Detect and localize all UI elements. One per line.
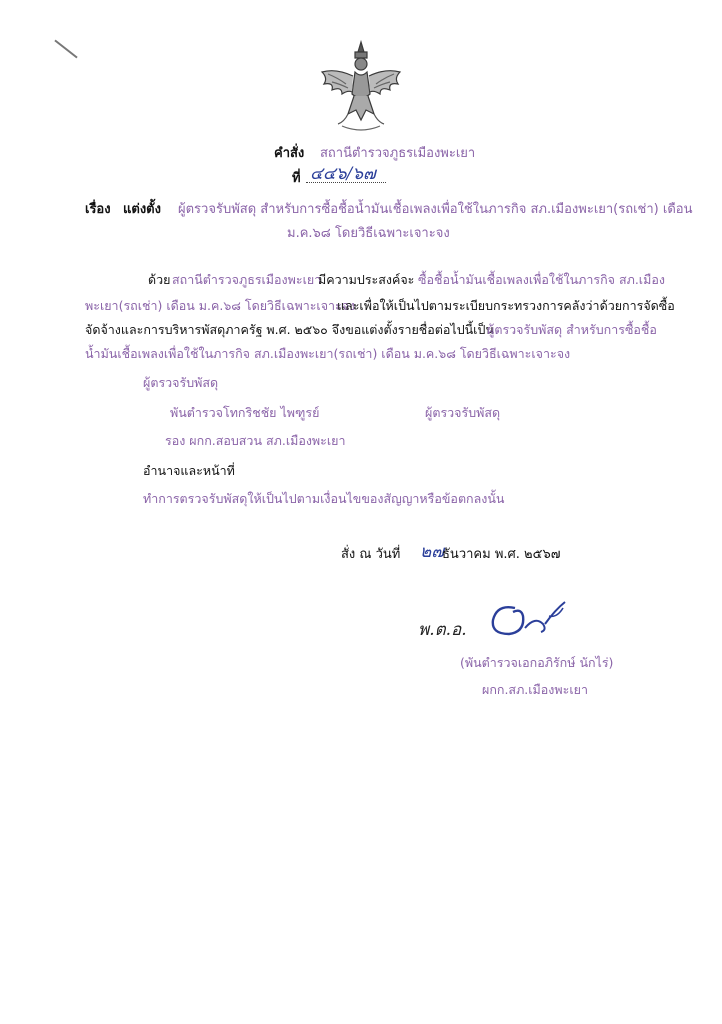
agency-name: สถานีตำรวจภูธรเมืองพะเยา [320,146,476,161]
date-label: สั่ง ณ วันที่ [341,547,401,562]
signature-scribble [485,594,577,642]
member-position: รอง ผกก.สอบสวน สภ.เมืองพะเยา [165,433,346,448]
body-committee-title: ผู้ตรวจรับพัสดุ สำหรับการซื้อชื้อ [487,322,657,337]
subject-line-2: ม.ค.๖๘ โดยวิธีเฉพาะเจาะจง [287,226,450,241]
member-role: ผู้ตรวจรับพัสดุ [425,405,501,420]
order-label: คำสั่ง [274,146,305,161]
order-number-handwritten: ๔๔๖/๖๗ [310,164,376,184]
order-number-label: ที่ [292,171,301,186]
body-committee-title-cont: น้ำมันเชื้อเพลงเพื่อใช้ในภารกิจ สภ.เมืองพะเยา(รถเช่า) เดือน ม.ค.๖๘ โดยวิธีเฉพาะเจาะจง [85,346,571,361]
signer-name: (พันตำรวจเอกอภิรักษ์ นักไร่) [460,655,614,670]
body-purpose-text-cont: พะเยา(รถเช่า) เดือน ม.ค.๖๘ โดยวิธีเฉพาะเจาะจง [85,298,356,313]
body-intro: ด้วย [148,272,171,287]
rank-handwritten: พ.ต.อ. [418,620,467,640]
scan-artifact-mark [54,40,77,59]
subject-line-1: ผู้ตรวจรับพัสดุ สำหรับการซื้อชื้อน้ำมันเชื้อเพลงเพื่อใช้ในภารกิจ สภ.เมืองพะเยา(รถเช่า) เดือน [178,202,693,217]
duties-text: ทำการตรวจรับพัสดุให้เป็นไปตามเงื่อนไขของสัญญาหรือข้อตกลงนั้น [143,491,505,506]
order-number-line [306,164,386,183]
date-month-year: ธันวาคม พ.ศ. ๒๕๖๗ [442,547,561,562]
body-purpose-label: มีความประสงค์จะ [318,272,415,287]
body-agency: สถานีตำรวจภูธรเมืองพะเยา [172,272,322,287]
subject-appoint: แต่งตั้ง [123,202,161,217]
body-purpose-text: ซื้อชื้อน้ำมันเชื้อเพลงเพื่อใช้ในภารกิจ สภ.เมือง [418,272,665,287]
subject-label: เรื่อง [85,202,111,217]
date-day-handwritten: ๒๗ [420,542,444,562]
body-regulation: และเพื่อให้เป็นไปตามระเบียบกระทรวงการคลังว่าด้วยการจัดซื้อ [337,298,675,313]
body-appoint-text: จัดจ้างและการบริหารพัสดุภาครัฐ พ.ศ. ๒๕๖๐ จึงขอแต่งตั้งรายชื่อต่อไปนี้เป็น [85,322,494,337]
member-name: พันตำรวจโทกริชชัย ไพฑูรย์ [170,405,320,420]
garuda-emblem [318,38,404,134]
signer-position: ผกก.สภ.เมืองพะเยา [482,682,588,697]
committee-heading: ผู้ตรวจรับพัสดุ [143,375,219,390]
duties-heading: อำนาจและหน้าที่ [143,463,235,478]
